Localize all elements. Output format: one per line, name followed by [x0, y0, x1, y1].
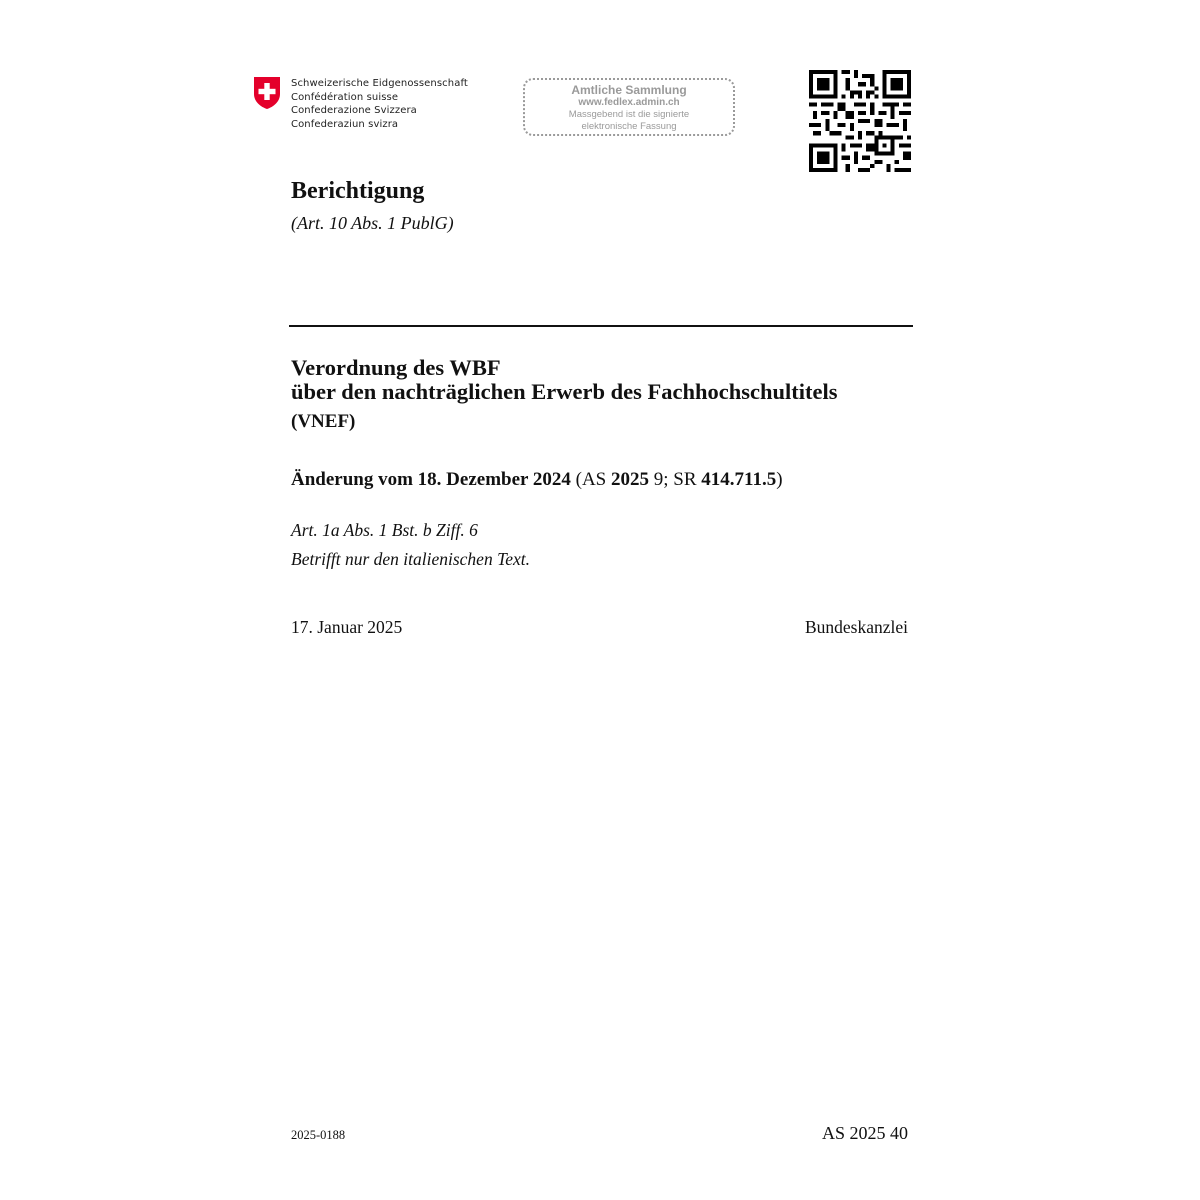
amendment-open: (AS [570, 469, 611, 490]
official-collection-stamp [523, 78, 735, 136]
amendment-sr-number: 414.711.5 [701, 469, 777, 490]
stamp-title: Amtliche Sammlung [571, 83, 687, 97]
agency-line-it: Confederazione Svizzera [291, 105, 417, 116]
swiss-cross-icon [252, 76, 282, 110]
correction-note: Betrifft nur den italienischen Text. [291, 549, 530, 569]
amendment-as-year: 2025 [611, 469, 649, 490]
ordinance-title-line2: über den nachträglichen Erwerb des Fachhochschultitels [291, 379, 838, 404]
agency-line-fr: Confédération suisse [291, 91, 399, 103]
stamp-note-1: Massgebend ist die signierte [568, 109, 690, 120]
qr-code-icon [809, 70, 911, 172]
ordinance-title-line1: Verordnung des WBF [291, 355, 501, 380]
agency-line-rm: Confederaziun svizra [291, 118, 399, 130]
amendment-line [291, 469, 783, 491]
agency-name-block [291, 77, 468, 131]
issuing-authority: Bundeskanzlei [804, 617, 908, 637]
document-date: 17. Januar 2025 [291, 617, 403, 637]
amendment-as-page: 9; SR [649, 469, 702, 490]
as-reference: AS 2025 40 [821, 1123, 908, 1143]
amendment-label: Änderung vom 18. Dezember 2024 [291, 469, 571, 490]
article-reference: Art. 1a Abs. 1 Bst. b Ziff. 6 [291, 520, 478, 540]
agency-line-de: Schweizerische Eidgenossenschaft [291, 78, 468, 89]
ordinance-title [291, 356, 837, 404]
divider [289, 325, 913, 327]
ordinance-abbreviation: (VNEF) [291, 411, 356, 432]
page-title: Berichtigung [291, 178, 425, 204]
document-number: 2025-0188 [291, 1128, 346, 1142]
amendment-close: ) [776, 469, 783, 490]
stamp-url: www.fedlex.admin.ch [578, 97, 680, 108]
stamp-note-2: elektronische Fassung [581, 120, 677, 132]
legal-basis: (Art. 10 Abs. 1 PublG) [291, 213, 454, 233]
